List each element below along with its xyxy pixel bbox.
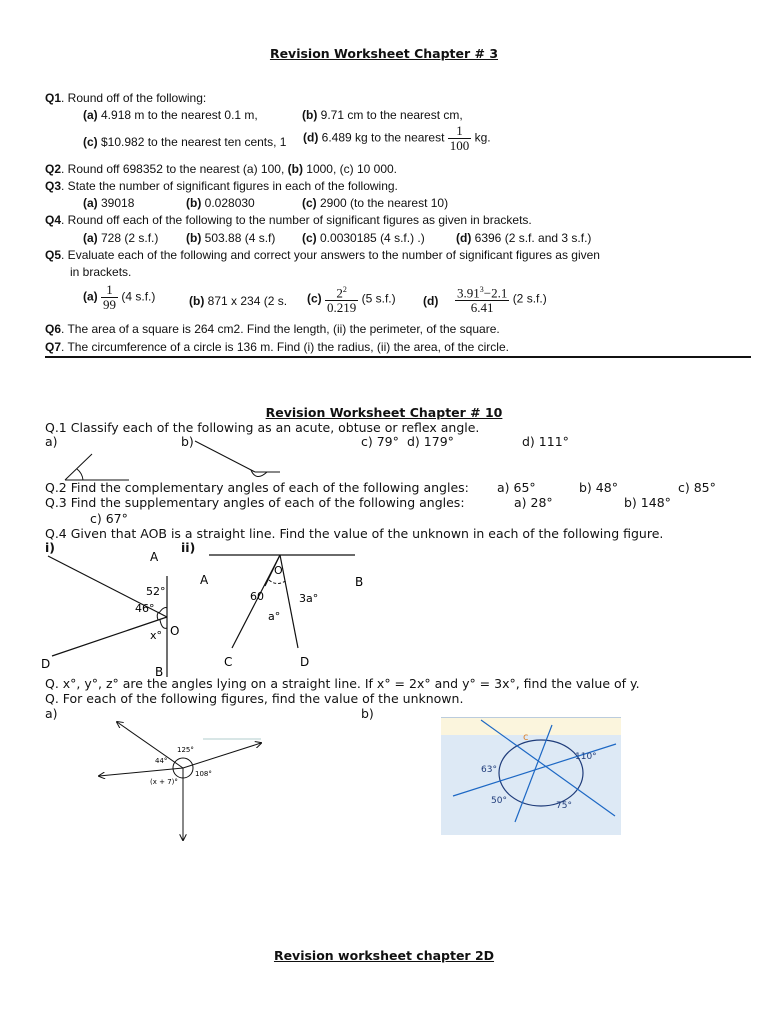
fig-ii-angle-a: a° [268, 610, 281, 623]
q3b: (b) 0.028030 [186, 196, 255, 210]
fig-b-angle-63: 63° [481, 765, 497, 775]
fig-b-top-strip [441, 717, 621, 735]
q3a: (a) 39018 [83, 196, 135, 210]
fig-ii-angle-3a: 3a° [299, 592, 319, 605]
ch10-q1-b: b) [181, 434, 194, 449]
q5d-fraction: $\frac{3.91^3-2.1}{6.41}$ [457, 285, 508, 316]
fig-a-ray-left [99, 768, 183, 776]
q5a: (a) $\frac{1}{99}$ (4 s.f.) [83, 282, 156, 312]
fig-a-angle-108: 108° [195, 770, 212, 778]
ch10-q3-b: b) 148° [624, 495, 671, 510]
fig-a-angle-x7: (x + 7)° [150, 778, 178, 786]
angle-b-arm [195, 441, 255, 472]
fig-ii-arc [269, 580, 287, 584]
fig-i-label-d: D [41, 657, 51, 671]
chapter10-title: Revision Worksheet Chapter # 10 [265, 405, 503, 420]
q4b: (b) 503.88 (4 s.f) [186, 231, 276, 245]
q5-line2: in brackets. [70, 265, 132, 279]
angle-a-arc [77, 469, 83, 480]
q1d: (d) 6.489 kg to the nearest $\frac{1}{100}$ kg. [303, 123, 491, 153]
fig-ii-label-o: O [274, 564, 283, 577]
fig-ii-angle-60: 60 [250, 590, 264, 603]
angle-a-arm [65, 454, 92, 480]
fig-b-angle-75: 75° [556, 801, 572, 811]
figure-a [95, 716, 270, 844]
fig-ii-label-a: A [200, 573, 209, 587]
ch10-q1-a: a) [45, 434, 58, 449]
fig-ii-label-c: C [224, 655, 233, 669]
chapter2d-title: Revision worksheet chapter 2D [273, 948, 495, 963]
fig-i-angle-52: 52° [146, 585, 166, 598]
figure-b [441, 717, 621, 835]
fig-i-angle-x: x° [150, 629, 163, 642]
fig-i-label: i) [45, 540, 55, 555]
q5-line: Q5. Evaluate each of the following and correct your answers to the number of significant figures as given [45, 248, 600, 262]
ch10-q3-c: c) 67° [90, 511, 128, 526]
ch10-q2-c: c) 85° [678, 480, 716, 495]
section-divider [45, 356, 751, 358]
fig-b-angle-c: c [523, 732, 529, 743]
fig-i-label-o: O [170, 624, 180, 638]
q5d-label: (d) [423, 294, 439, 308]
fig-b-angle-110: 110° [575, 752, 597, 762]
q1b: (b) 9.71 cm to the nearest cm, [302, 108, 463, 122]
q5c: (c) $\frac{2^2}{0.219}$ (5 s.f.) [307, 285, 396, 316]
ch10-q2-a: a) 65° [497, 480, 536, 495]
ch10-q1-d: d) 179° [407, 434, 454, 449]
fig-a-angle-44: 44° [155, 757, 168, 765]
q5a-fraction: $\frac{1}{99}$ [103, 282, 117, 312]
ch10-q3-a: a) 28° [514, 495, 553, 510]
q1a: (a) 4.918 m to the nearest 0.1 m, [83, 108, 258, 122]
q1c: (c) $10.982 to the nearest ten cents, 1 [83, 135, 287, 149]
q1-line: Q1. Round off of the following: [45, 91, 207, 105]
figure-ii [195, 550, 375, 670]
ch10-q6: Q. For each of the following figures, find the value of the unknown. [45, 691, 464, 706]
q3-line: Q3. State the number of significant figures in each of the following. [45, 179, 398, 193]
fig-a-ray-right [183, 743, 261, 768]
q5d: $\frac{3.91^3-2.1}{6.41}$ (2 s.f.) [457, 285, 547, 316]
q3c: (c) 2900 (to the nearest 10) [302, 196, 449, 210]
fig-b-angle-50: 50° [491, 796, 507, 806]
q5b: (b) 871 x 234 (2 s. [189, 294, 288, 308]
ch10-q6-b: b) [361, 706, 374, 721]
ch10-q5: Q. x°, y°, z° are the angles lying on a straight line. If x° = 2x° and y° = 3x°, find the value of y. [45, 676, 640, 691]
fig-ii-label: ii) [181, 540, 196, 555]
ch10-q6-a: a) [45, 706, 58, 721]
ch10-q3: Q.3 Find the supplementary angles of each of the following angles: [45, 495, 465, 510]
ch10-q4: Q.4 Given that AOB is a straight line. Find the value of the unknown in each of the following figure. [45, 526, 664, 541]
ch10-q2: Q.2 Find the complementary angles of each of the following angles: [45, 480, 469, 495]
ch10-q2-b: b) 48° [579, 480, 618, 495]
q1d-fraction: $\frac{1}{100}$ [449, 123, 470, 153]
fig-a-angle-125: 125° [177, 746, 194, 754]
ch10-q1: Q.1 Classify each of the following as an acute, obtuse or reflex angle. [45, 420, 480, 435]
q6-line: Q6. The area of a square is 264 cm2. Find the length, (ii) the perimeter, of the square. [45, 322, 500, 336]
q7-line: Q7. The circumference of a circle is 136 m. Find (i) the radius, (ii) the area, of the circle. [45, 340, 509, 354]
ch10-q1-d2: d) 111° [522, 434, 569, 449]
fig-ii-label-d: D [300, 655, 310, 669]
fig-ii-label-b: B [355, 575, 364, 589]
fig-i-arc3 [160, 620, 167, 628]
q5c-fraction: $\frac{2^2}{0.219}$ [327, 285, 357, 316]
q2-line: Q2. Round off 698352 to the nearest (a) 100, (b) 1000, (c) 10 000. [45, 162, 398, 176]
figure-i [38, 546, 188, 678]
fig-ii-ray-d [280, 555, 298, 648]
fig-i-arc1 [159, 608, 167, 613]
q4c: (c) 0.0030185 (4 s.f.) .) [302, 231, 425, 245]
ch10-q1-c: c) 79° [361, 434, 399, 449]
fig-i-angle-46: 46° [135, 602, 155, 615]
fig-i-label-b: B [155, 665, 164, 678]
fig-a-ray-upleft [117, 722, 183, 768]
q4a: (a) 728 (2 s.f.) [83, 231, 159, 245]
q4d: (d) 6396 (2 s.f. and 3 s.f.) [456, 231, 592, 245]
q4-line: Q4. Round off each of the following to the number of significant figures as given in brackets. [45, 213, 532, 227]
fig-i-label-a: A [150, 550, 159, 564]
chapter3-title: Revision Worksheet Chapter # 3 [269, 46, 499, 61]
